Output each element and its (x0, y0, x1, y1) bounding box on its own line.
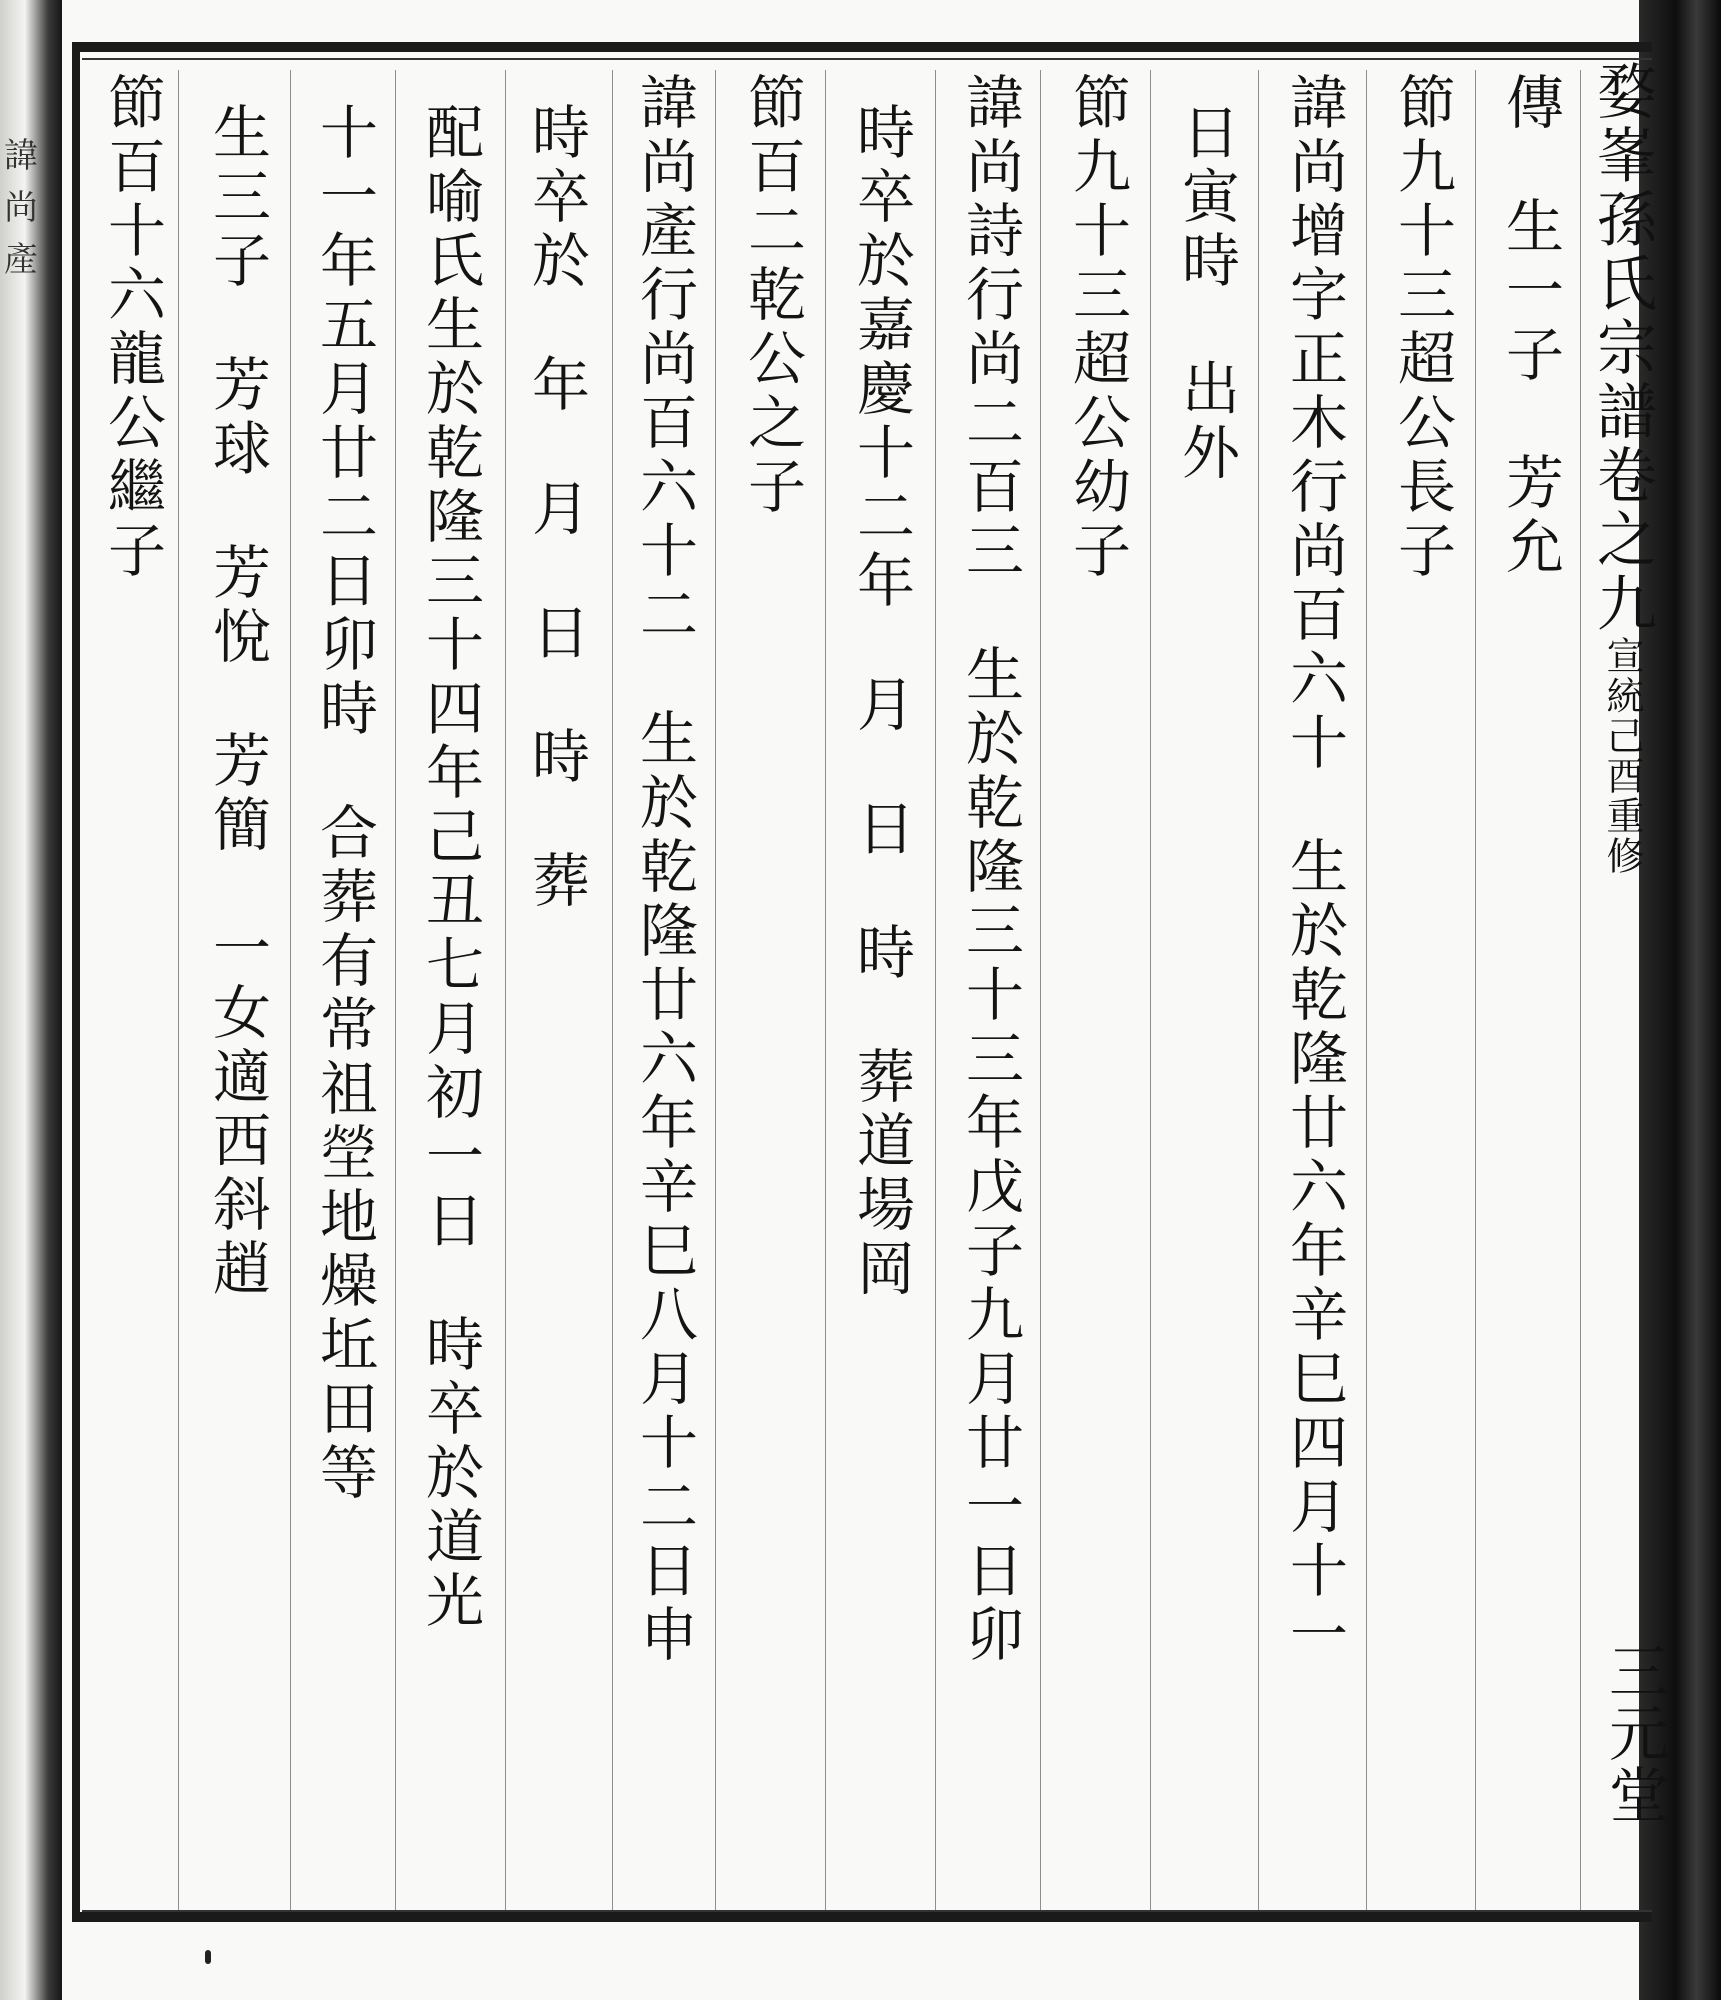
column-rule (1366, 70, 1367, 1910)
column-text: 時 (522, 726, 590, 790)
column-3 (1262, 72, 1366, 1912)
column-5 (1045, 72, 1149, 1912)
column-text: 節百十六龍公繼子 (98, 72, 166, 584)
column-rule (825, 70, 826, 1910)
column-text: 生一子 芳允 (1496, 196, 1564, 580)
hall-name: 三元堂 (1599, 1640, 1669, 1826)
column-text: 諱尚詩行尚二百三 (956, 72, 1024, 584)
column-text: 一女適西斜趙 (203, 918, 271, 1302)
column-10 (504, 72, 608, 1912)
column-1 (1478, 72, 1582, 1912)
column-4 (1154, 72, 1258, 1912)
column-text: 月 (522, 478, 590, 542)
previous-page-text: 諱尚產 (4, 136, 38, 280)
column-text: 月 (847, 674, 915, 738)
column-text: 生於乾隆廿六年辛巳四月十一 (1280, 836, 1348, 1668)
column-6 (938, 72, 1042, 1912)
column-text: 芳球 (203, 354, 271, 482)
column-text: 時 (847, 922, 915, 986)
column-text: 時卒於嘉慶十二年 (847, 102, 915, 614)
column-text: 節百二乾公之子 (738, 72, 806, 520)
column-text: 時卒於道光 (416, 1314, 484, 1634)
column-2 (1370, 72, 1474, 1912)
column-text: 時卒於 (522, 102, 590, 294)
column-rule (1475, 70, 1476, 1910)
column-text: 節九十三超公幼子 (1063, 72, 1131, 584)
column-rule (935, 70, 936, 1910)
column-text: 年 (522, 354, 590, 418)
column-text: 芳悅 (203, 542, 271, 670)
volume-label: 卷之九 (1587, 444, 1657, 636)
column-9 (612, 72, 716, 1912)
column-text: 生於乾隆三十三年戊子九月廿一日卯 (956, 644, 1024, 1668)
column-rule (1150, 70, 1151, 1910)
column-text: 日 (522, 602, 590, 666)
column-text: 葬道場岡 (847, 1046, 915, 1302)
column-text: 傳 (1496, 72, 1564, 136)
column-text: 芳簡 (203, 730, 271, 858)
edition-label: 宣統己酉重修 (1600, 636, 1644, 876)
previous-page-edge (0, 0, 62, 2000)
column-14 (80, 72, 184, 1912)
column-12 (292, 72, 396, 1912)
column-text: 諱尚產行尚百六十二 (630, 72, 698, 648)
column-8 (720, 72, 824, 1912)
column-text: 配喻氏生於乾隆三十四年己丑七月初一日 (416, 102, 484, 1254)
column-text: 葬 (522, 850, 590, 914)
column-text: 生三子 (203, 102, 271, 294)
column-text: 節九十三超公長子 (1388, 72, 1456, 584)
column-text: 十一年五月廿二日卯時 (310, 102, 378, 742)
column-7 (829, 72, 933, 1912)
ink-mark (205, 1950, 211, 1964)
column-text: 日寅時 出外 (1172, 102, 1240, 486)
column-text: 生於乾隆廿六年辛巳八月十二日申 (630, 708, 698, 1668)
column-11 (398, 72, 502, 1912)
column-text: 日 (847, 798, 915, 862)
book-title: 婺峯孫氏宗譜 (1587, 60, 1657, 444)
column-text: 諱尚增字正木行尚百六十 (1280, 72, 1348, 776)
column-13 (185, 72, 289, 1912)
column-rule (1258, 70, 1259, 1910)
column-text: 合葬有常祖塋地燥坵田等 (310, 802, 378, 1506)
column-rule (290, 70, 291, 1910)
